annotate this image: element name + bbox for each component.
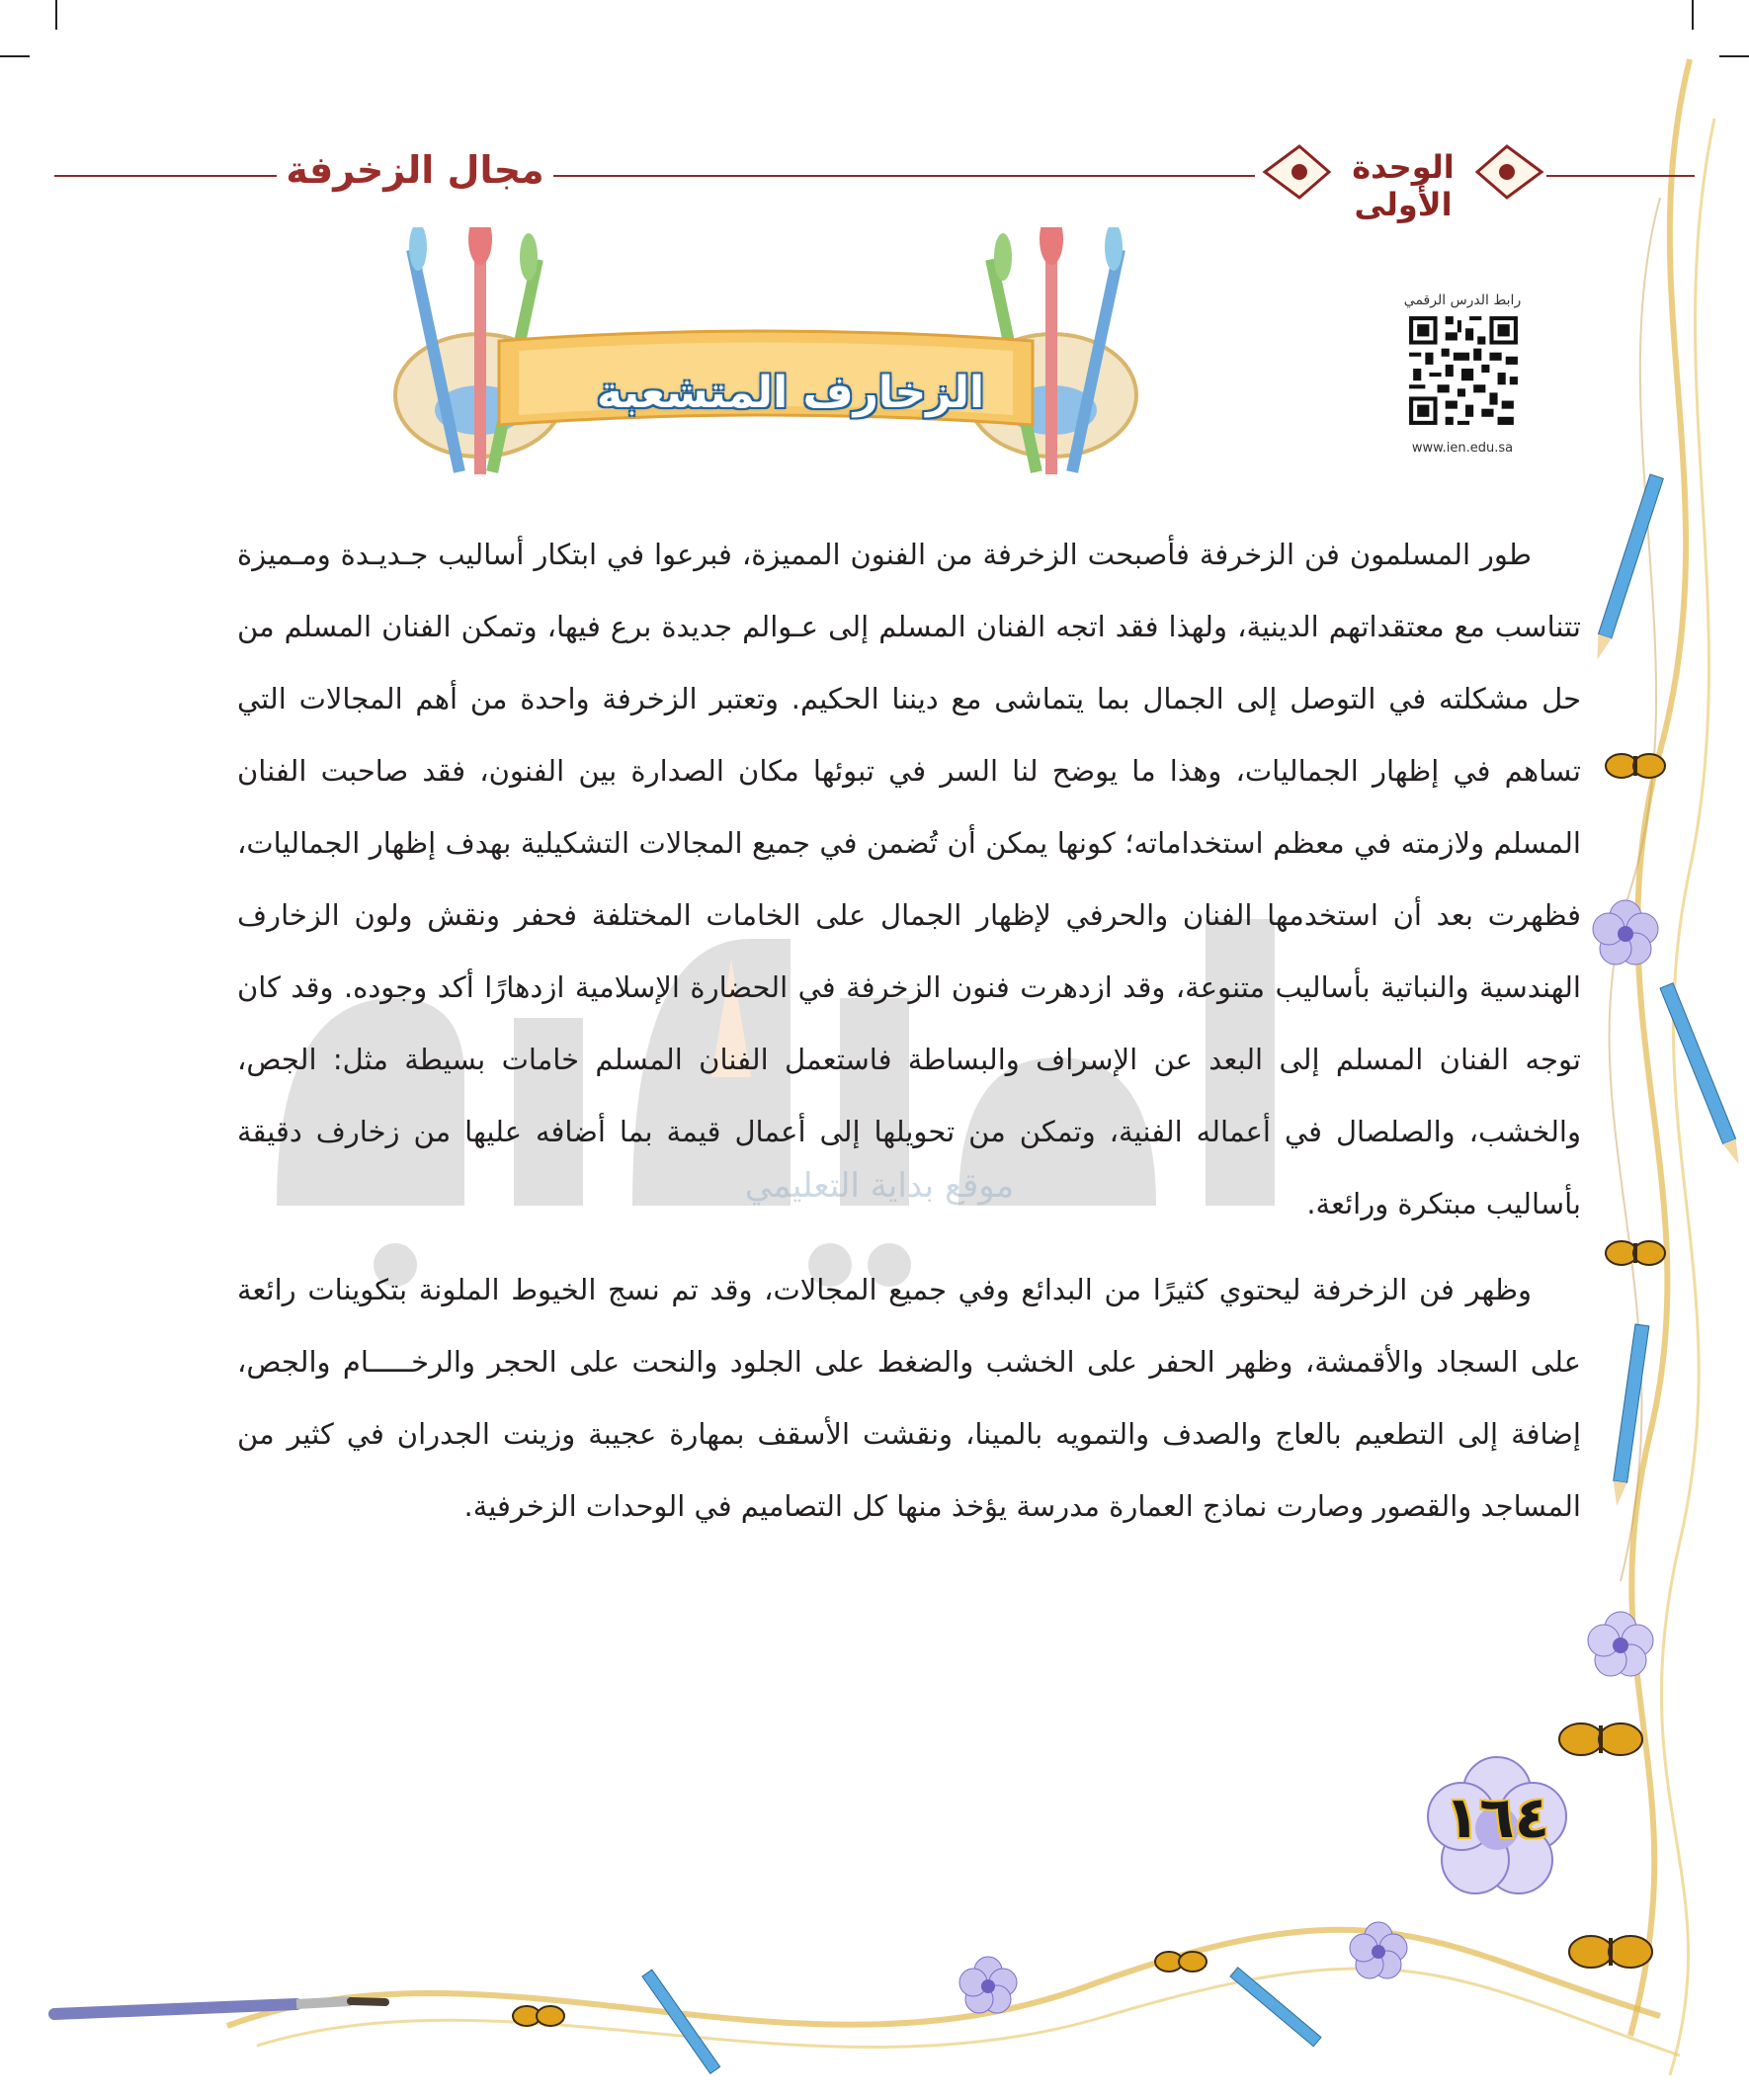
field-title: مجال الزخرفة [286, 148, 544, 192]
watermark-text: موقع بداية التعليمي [744, 1166, 1015, 1206]
lesson-title-banner [390, 227, 1141, 494]
crop-mark-top-left [0, 55, 30, 57]
flower-icon [1593, 900, 1658, 965]
paintbrush-icon [54, 2001, 385, 2014]
pencil-icon [1660, 983, 1745, 1167]
butterfly-icon [1606, 1241, 1665, 1265]
paragraph-1: طور المسلمون فن الزخرفة فأصبحت الزخرفة من الفنون المميزة، فبرعوا في ابتكار أساليب جـديـدة ومـميزة تتناسب مع معتقداتهم الدينية، ولهذا فقد اتجه الفنان المسلم إلى عـوالم جديدة برع فيها، وتمكن الفنان المسلم من حل مشكلته في التوصل إلى الجمال بما يتماشى مع ديننا الحكيم. وتعتبر الزخرفة واحدة من أهم المجالات التي تساهم في إظهار الجماليات، وهذا ما يوضح لنا السر في تبوئها مكان الصدارة بين الفنون، فقد صاحبت الفنان المسلم ولازمته في معظم استخداماته؛ كونها يمكن أن تُضمن في جميع المجالات التشكيلية بهدف إظهار الجماليات، فظهرت بعد أن استخدمها الفنان والحرفي لإظهار الجمال على الخامات المختلفة فحفر ونقش ولون الزخارف الهندسية والنباتية بأساليب متنوعة، وقد ازدهرت فنون الزخرفة في الحضارة الإسلامية ازدهارًا أكد وجوده. وقد كان توجه الفنان المسلم إلى البعد عن الإسراف والبساطة فاستعمل الفنان المسلم خامات بسيطة مثل: الجص، والخشب، والصلصال في أعماله الفنية، وتمكن من تحويلها إلى أعمال قيمة بما أضافه عليها من زخارف دقيقة بأساليب مبتكرة ورائعة. [237, 538, 1581, 1220]
pencil-icon [1591, 474, 1664, 662]
qr-code[interactable] [1405, 312, 1522, 429]
lesson-title: الزخارف المتشعبة [596, 368, 985, 418]
pencil-icon [1230, 1968, 1321, 2047]
paragraph-2: وظهر فن الزخرفة ليحتوي كثيرًا من البدائع وفي جميع المجالات، وقد تم نسج الخيوط الملونة بتكوينات رائعة على السجاد والأقمشة، وظهر الحفر على الخشب والضغط على الجلود والنحت على الحجر والرخـــــام والجص، إضافة إلى التطعيم بالعاج والصدف والتمويه بالمينا، ونقشت الأسقف بمهارة عجيبة وزينت الجدران في كثير من المساجد والقصور وصارت نماذج العمارة مدرسة يؤخذ منها كل التصاميم في الوحدات الزخرفية. [237, 1273, 1581, 1523]
lesson-body [237, 519, 1581, 1543]
crop-mark-top-left-v [55, 0, 57, 30]
unit-label: الوحدة الأولى [1352, 148, 1455, 223]
bottom-floral-border [0, 1907, 1749, 2100]
flower-icon [959, 1957, 1017, 2013]
flower-icon [1588, 1612, 1653, 1676]
header-line-right [1546, 175, 1695, 177]
butterfly-icon [1606, 754, 1665, 778]
qr-url[interactable]: www.ien.edu.sa [1411, 441, 1514, 456]
pencil-icon [642, 1970, 720, 2073]
page-number: ١٦٤ [1444, 1784, 1550, 1851]
butterfly-icon [1559, 1723, 1642, 1755]
qr-label: رابط الدرس الرقمي [1403, 293, 1522, 308]
header-line-left [54, 175, 277, 177]
header-line-middle [553, 175, 1255, 177]
